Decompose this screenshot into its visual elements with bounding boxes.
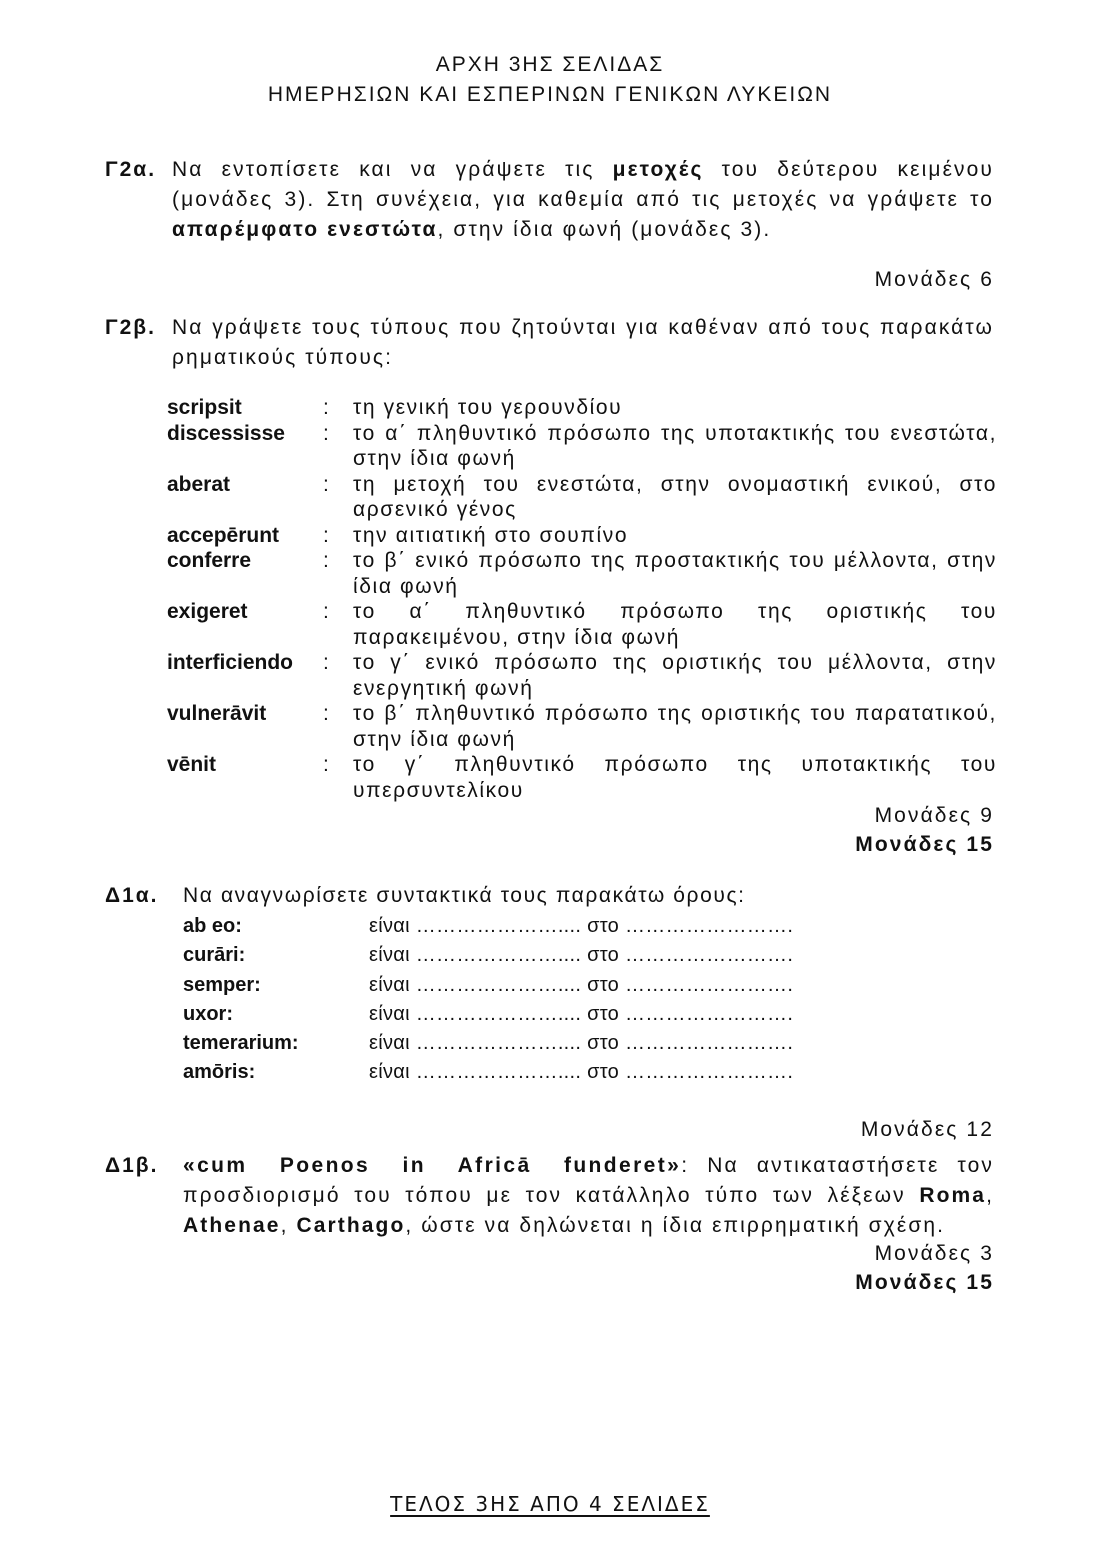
question-label: Δ1α.: [105, 884, 159, 907]
question-text: «cum Poenos in Africā funderet»: Να αντικαταστήσετε τον προσδιορισμό του τόπου με τον κατάλληλο τύπο των λέξεων Roma, Athenae, Carthago, ώστε να δηλώνεται η ίδια επιρρηματική σχέση.: [183, 1154, 994, 1237]
latin-term: temerarium:: [183, 1032, 299, 1055]
list-item: [183, 1029, 883, 1058]
latin-term: ab eo:: [183, 915, 242, 937]
question-text: Να γράψετε τους τύπους που ζητούνται για καθέναν από τους παρακάτω ρηματικούς τύπους:: [172, 316, 994, 369]
question-text: Να εντοπίσετε και να γράψετε τις μετοχές του δεύτερου κειμένου (μονάδες 3). Στη συνέχεια, για καθεμία από τις μετοχές να γράψετε το απαρέμφατο ενεστώτα, στην ίδια φωνή (μονάδες 3).: [172, 158, 994, 241]
verb-word: vulnerāvit: [167, 702, 267, 725]
list-item: aberat : τη μετοχή του ενεστώτα, στην ονομαστική ενικού, στο αρσενικό γένος: [167, 472, 997, 521]
verb-word: scripsit: [167, 396, 242, 419]
page-header: [0, 50, 1100, 110]
verb-description: το α΄ πληθυντικό πρόσωπο της οριστικής του παρακειμένου, στην ίδια φωνή: [353, 600, 997, 649]
fill-in-blanks: είναι ………………….... στο …………………….: [369, 1002, 794, 1025]
list-item: scripsit : τη γενική του γερουνδίου: [167, 395, 997, 421]
latin-word: Carthago: [296, 1214, 406, 1237]
latin-word: Roma: [919, 1184, 987, 1207]
verb-description: τη γενική του γερουνδίου: [353, 396, 623, 419]
fill-in-blanks: είναι ………………….... στο …………………….: [369, 944, 794, 967]
bold-term: μετοχές: [612, 158, 704, 181]
verb-word: accepērunt: [167, 523, 280, 547]
verb-description: το α΄ πληθυντικό πρόσωπο της υποτακτικής του ενεστώτα, στην ίδια φωνή: [353, 421, 997, 470]
fill-in-blanks: είναι ………………….... στο …………………….: [369, 1032, 794, 1055]
page-footer: [0, 1492, 1100, 1516]
verb-description: το β΄ ενικό πρόσωπο της προστακτικής του μέλλοντα, στην ίδια φωνή: [353, 549, 997, 598]
bold-term: απαρέμφατο ενεστώτα: [172, 218, 438, 241]
fill-in-blanks: είναι ………………….... στο …………………….: [369, 973, 794, 996]
list-item: [183, 1000, 883, 1029]
marks: Μονάδες 9: [874, 804, 994, 827]
verb-word: vēnit: [167, 753, 217, 776]
latin-term: curāri:: [183, 944, 246, 967]
verb-word: interficiendo: [167, 651, 294, 674]
question-label: Δ1β.: [105, 1154, 159, 1177]
latin-quote: «cum Poenos in Africā funderet»: [183, 1154, 682, 1177]
marks: Μονάδες 3: [874, 1242, 994, 1265]
latin-word: Athenae: [183, 1214, 281, 1237]
marks-total: Μονάδες 15: [855, 833, 994, 856]
marks: Μονάδες 6: [874, 268, 994, 291]
verb-description: το β΄ πληθυντικό πρόσωπο της οριστικής του παρατατικού, στην ίδια φωνή: [353, 702, 997, 751]
verb-list: [167, 395, 997, 803]
verb-description: το γ΄ ενικό πρόσωπο της οριστικής του μέλλοντα, στην ενεργητική φωνή: [353, 651, 997, 700]
latin-term: semper:: [183, 973, 261, 996]
term-list: [183, 912, 883, 1088]
footer-text: ΤΕΛΟΣ 3ΗΣ ΑΠΟ 4 ΣΕΛΙΔΕΣ: [390, 1492, 710, 1516]
list-item: [183, 971, 883, 1000]
latin-term: uxor:: [183, 1002, 233, 1025]
verb-word: aberat: [167, 472, 231, 496]
list-item: [183, 1058, 883, 1087]
question-label: Γ2β.: [105, 316, 156, 339]
verb-word: conferre: [167, 549, 252, 572]
latin-term: amōris:: [183, 1061, 256, 1084]
list-item: accepērunt : την αιτιατική στο σουπίνο: [167, 523, 997, 549]
list-item: vulnerāvit : το β΄ πληθυντικό πρόσωπο της οριστικής του παρατατικού, στην ίδια φωνή: [167, 702, 997, 751]
list-item: conferre : το β΄ ενικό πρόσωπο της προστακτικής του μέλλοντα, στην ίδια φωνή: [167, 549, 997, 598]
list-item: discessisse : το α΄ πληθυντικό πρόσωπο της υποτακτικής του ενεστώτα, στην ίδια φωνή: [167, 421, 997, 470]
verb-word: discessisse: [167, 421, 285, 445]
question-label: Γ2α.: [105, 158, 157, 181]
verb-word: exigeret: [167, 600, 248, 623]
list-item: interficiendo : το γ΄ ενικό πρόσωπο της οριστικής του μέλλοντα, στην ενεργητική φωνή: [167, 651, 997, 700]
header-line-2: ΗΜΕΡΗΣΙΩΝ ΚΑΙ ΕΣΠΕΡΙΝΩΝ ΓΕΝΙΚΩΝ ΛΥΚΕΙΩΝ: [267, 83, 833, 106]
list-item: [183, 941, 883, 970]
question-text: Να αναγνωρίσετε συντακτικά τους παρακάτω όρους:: [183, 884, 746, 907]
verb-description: την αιτιατική στο σουπίνο: [353, 523, 629, 547]
list-item: [183, 912, 883, 941]
fill-in-blanks: είναι ………………….... στο …………………….: [369, 1061, 794, 1084]
marks-total: Μονάδες 15: [855, 1271, 994, 1294]
marks: Μονάδες 12: [860, 1118, 994, 1141]
verb-description: το γ΄ πληθυντικό πρόσωπο της υποτακτικής του υπερσυντελίκου: [353, 753, 997, 802]
verb-description: τη μετοχή του ενεστώτα, στην ονομαστική ενικού, στο αρσενικό γένος: [353, 472, 997, 521]
list-item: exigeret : το α΄ πληθυντικό πρόσωπο της οριστικής του παρακειμένου, στην ίδια φωνή: [167, 600, 997, 649]
header-line-1: ΑΡΧΗ 3ΗΣ ΣΕΛΙΔΑΣ: [435, 53, 665, 76]
list-item: vēnit : το γ΄ πληθυντικό πρόσωπο της υποτακτικής του υπερσυντελίκου: [167, 753, 997, 802]
fill-in-blanks: είναι ………………….... στο …………………….: [369, 915, 794, 937]
